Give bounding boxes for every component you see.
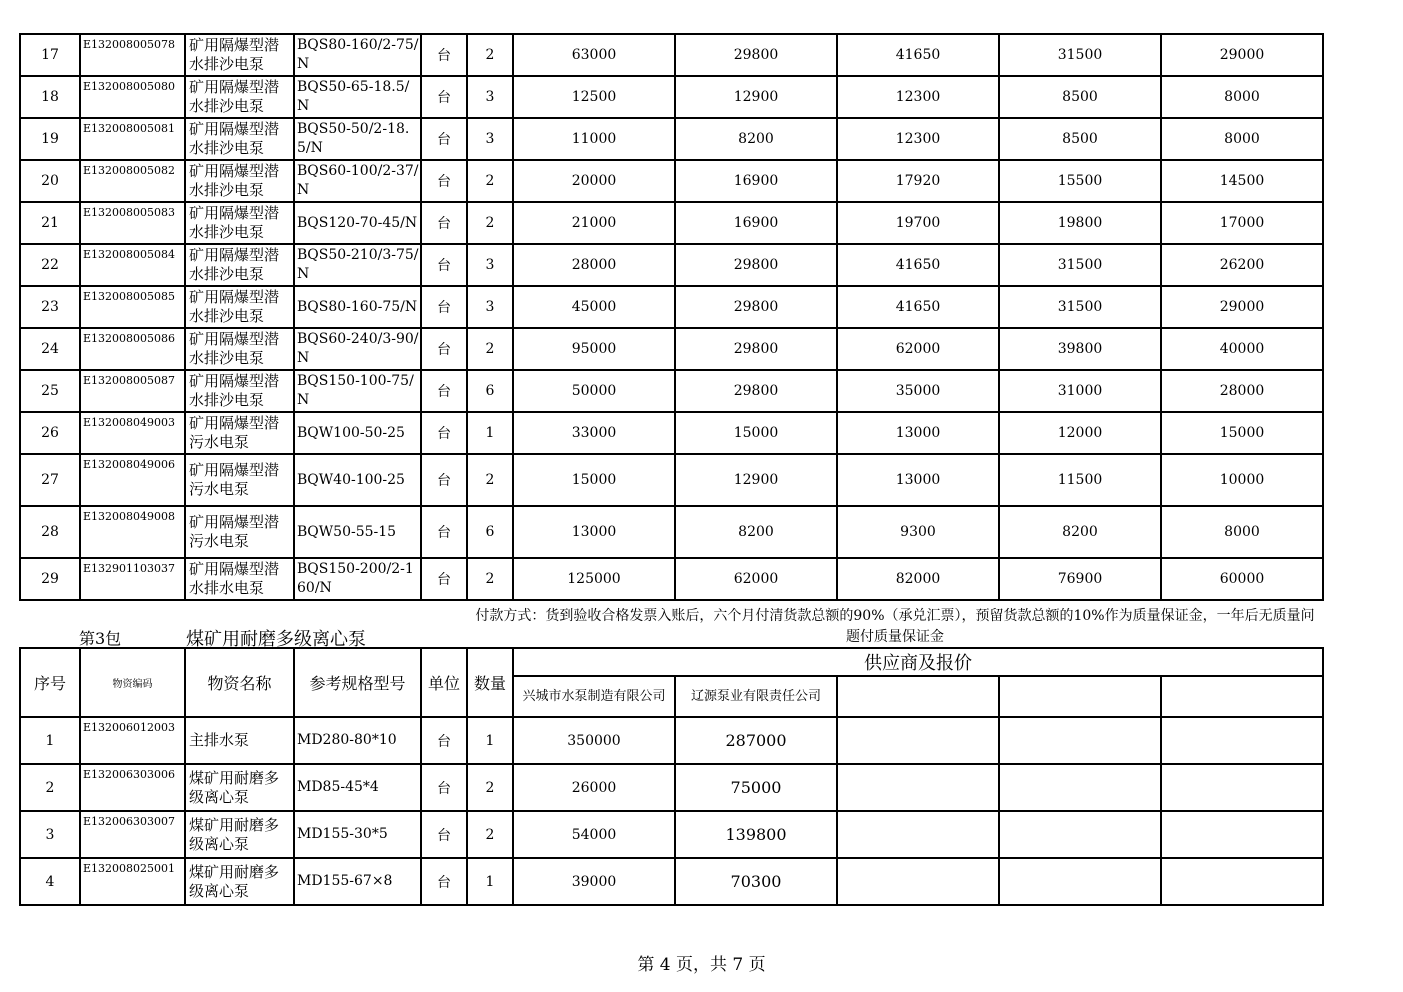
row-price-3 (837, 717, 999, 764)
row-price-2: 12900 (675, 76, 837, 118)
row-price-4: 8500 (999, 76, 1161, 118)
header-qty: 数量 (467, 648, 513, 717)
row-unit: 台 (421, 764, 467, 811)
row-unit: 台 (421, 76, 467, 118)
row-unit: 台 (421, 34, 467, 76)
header-unit: 单位 (421, 648, 467, 717)
row-spec: BQS50-65-18.5/N (294, 76, 421, 118)
row-price-2: 287000 (675, 717, 837, 764)
row-price-1: 350000 (513, 717, 675, 764)
row-price-4: 31500 (999, 34, 1161, 76)
header-code: 物资编码 (80, 648, 185, 717)
row-name: 煤矿用耐磨多级离心泵 (185, 858, 294, 905)
row-no: 26 (20, 412, 80, 454)
row-price-4: 12000 (999, 412, 1161, 454)
row-qty: 2 (467, 160, 513, 202)
row-price-4 (999, 764, 1161, 811)
row-spec: MD280-80*10 (294, 717, 421, 764)
row-qty: 3 (467, 118, 513, 160)
row-no: 27 (20, 454, 80, 506)
row-qty: 2 (467, 558, 513, 600)
row-price-3: 41650 (837, 244, 999, 286)
row-price-4: 76900 (999, 558, 1161, 600)
row-price-1: 125000 (513, 558, 675, 600)
row-spec: BQS60-100/2-37/N (294, 160, 421, 202)
row-unit: 台 (421, 858, 467, 905)
row-price-1: 15000 (513, 454, 675, 506)
row-price-2: 29800 (675, 34, 837, 76)
row-unit: 台 (421, 328, 467, 370)
row-unit: 台 (421, 558, 467, 600)
row-unit: 台 (421, 370, 467, 412)
row-price-1: 63000 (513, 34, 675, 76)
table-row (20, 454, 1323, 506)
row-price-4: 15500 (999, 160, 1161, 202)
table-row (20, 370, 1323, 412)
row-no: 19 (20, 118, 80, 160)
row-price-4: 39800 (999, 328, 1161, 370)
row-price-2: 29800 (675, 286, 837, 328)
row-price-5: 14500 (1161, 160, 1323, 202)
row-price-4: 31500 (999, 286, 1161, 328)
row-code: E132008005080 (80, 76, 185, 118)
row-price-4: 31500 (999, 244, 1161, 286)
row-price-4: 11500 (999, 454, 1161, 506)
row-name: 矿用隔爆型潜水排沙电泵 (185, 160, 294, 202)
row-price-5: 8000 (1161, 118, 1323, 160)
table-row (20, 286, 1323, 328)
row-price-5: 8000 (1161, 76, 1323, 118)
row-price-2: 16900 (675, 160, 837, 202)
table-row (20, 858, 1323, 905)
row-spec: BQW100-50-25 (294, 412, 421, 454)
row-price-1: 26000 (513, 764, 675, 811)
row-no: 20 (20, 160, 80, 202)
row-no: 28 (20, 506, 80, 558)
row-price-3: 19700 (837, 202, 999, 244)
row-name: 煤矿用耐磨多级离心泵 (185, 811, 294, 858)
row-unit: 台 (421, 118, 467, 160)
row-price-3: 82000 (837, 558, 999, 600)
row-price-5: 26200 (1161, 244, 1323, 286)
header-name: 物资名称 (185, 648, 294, 717)
row-name: 矿用隔爆型潜水排沙电泵 (185, 244, 294, 286)
row-price-1: 95000 (513, 328, 675, 370)
row-spec: BQW50-55-15 (294, 506, 421, 558)
row-qty: 2 (467, 328, 513, 370)
row-code: E132008005085 (80, 286, 185, 328)
row-price-1: 54000 (513, 811, 675, 858)
row-unit: 台 (421, 244, 467, 286)
row-price-5: 29000 (1161, 286, 1323, 328)
row-price-1: 11000 (513, 118, 675, 160)
row-qty: 3 (467, 76, 513, 118)
row-spec: BQS60-240/3-90/N (294, 328, 421, 370)
row-price-4: 31000 (999, 370, 1161, 412)
row-qty: 3 (467, 286, 513, 328)
table-row (20, 506, 1323, 558)
row-no: 23 (20, 286, 80, 328)
row-price-1: 50000 (513, 370, 675, 412)
row-price-2: 139800 (675, 811, 837, 858)
row-no: 1 (20, 717, 80, 764)
table-row (20, 34, 1323, 76)
row-spec: BQS50-210/3-75/N (294, 244, 421, 286)
row-price-5 (1161, 811, 1323, 858)
row-qty: 2 (467, 454, 513, 506)
row-spec: BQS150-200/2-160/N (294, 558, 421, 600)
table-row (20, 811, 1323, 858)
table-row (20, 328, 1323, 370)
package3-table (19, 647, 1324, 906)
page-footer: 第 4 页，共 7 页 (637, 955, 766, 975)
table-row (20, 764, 1323, 811)
table-row (20, 412, 1323, 454)
row-spec: BQS50-50/2-18.5/N (294, 118, 421, 160)
row-spec: MD155-67×8 (294, 858, 421, 905)
table-row (20, 558, 1323, 600)
row-name: 矿用隔爆型潜水排沙电泵 (185, 286, 294, 328)
row-code: E132008005087 (80, 370, 185, 412)
row-name: 矿用隔爆型潜污水电泵 (185, 412, 294, 454)
row-price-3: 12300 (837, 118, 999, 160)
row-qty: 2 (467, 34, 513, 76)
payment-terms-note: 付款方式：货到验收合格发票入账后，六个月付清货款总额的90%（承兑汇票），预留货款总额的10%作为质量保证金，一年后无质量问题付质量保证金 (475, 608, 1315, 645)
row-price-4 (999, 717, 1161, 764)
header-supplier-3 (837, 676, 999, 717)
row-price-1: 12500 (513, 76, 675, 118)
header-suppliers-group: 供应商及报价 (513, 648, 1323, 676)
header-supplier-4 (999, 676, 1161, 717)
row-price-5: 60000 (1161, 558, 1323, 600)
row-price-2: 70300 (675, 858, 837, 905)
row-price-2: 8200 (675, 506, 837, 558)
row-code: E132006303007 (80, 811, 185, 858)
row-code: E132901103037 (80, 558, 185, 600)
row-price-3: 9300 (837, 506, 999, 558)
row-name: 矿用隔爆型潜污水电泵 (185, 454, 294, 506)
row-no: 2 (20, 764, 80, 811)
row-no: 29 (20, 558, 80, 600)
row-price-3: 41650 (837, 34, 999, 76)
row-spec: BQS80-160-75/N (294, 286, 421, 328)
row-no: 24 (20, 328, 80, 370)
header-spec: 参考规格型号 (294, 648, 421, 717)
row-no: 17 (20, 34, 80, 76)
row-price-3 (837, 858, 999, 905)
row-price-4 (999, 858, 1161, 905)
row-name: 矿用隔爆型潜水排沙电泵 (185, 34, 294, 76)
row-qty: 1 (467, 858, 513, 905)
row-code: E132008005078 (80, 34, 185, 76)
row-unit: 台 (421, 717, 467, 764)
row-name: 矿用隔爆型潜水排沙电泵 (185, 118, 294, 160)
row-code: E132008005084 (80, 244, 185, 286)
row-price-1: 21000 (513, 202, 675, 244)
row-spec: MD85-45*4 (294, 764, 421, 811)
row-price-1: 33000 (513, 412, 675, 454)
row-code: E132008025001 (80, 858, 185, 905)
row-code: E132006303006 (80, 764, 185, 811)
row-code: E132006012003 (80, 717, 185, 764)
row-code: E132008005086 (80, 328, 185, 370)
table-row (20, 717, 1323, 764)
package2-continued-table (19, 33, 1324, 601)
row-price-2: 12900 (675, 454, 837, 506)
row-price-5: 10000 (1161, 454, 1323, 506)
header-no: 序号 (20, 648, 80, 717)
row-price-5 (1161, 858, 1323, 905)
row-price-5: 8000 (1161, 506, 1323, 558)
row-price-2: 29800 (675, 370, 837, 412)
row-price-4: 19800 (999, 202, 1161, 244)
row-price-5 (1161, 764, 1323, 811)
row-spec: BQS80-160/2-75/N (294, 34, 421, 76)
row-code: E132008005081 (80, 118, 185, 160)
row-price-2: 62000 (675, 558, 837, 600)
row-price-3: 12300 (837, 76, 999, 118)
row-no: 21 (20, 202, 80, 244)
row-price-5 (1161, 717, 1323, 764)
row-name: 矿用隔爆型潜水排沙电泵 (185, 328, 294, 370)
row-spec: BQW40-100-25 (294, 454, 421, 506)
row-price-3: 13000 (837, 454, 999, 506)
row-price-5: 28000 (1161, 370, 1323, 412)
row-price-3: 17920 (837, 160, 999, 202)
row-unit: 台 (421, 506, 467, 558)
package-title: 煤矿用耐磨多级离心泵 (186, 629, 366, 650)
row-price-3 (837, 811, 999, 858)
row-price-3 (837, 764, 999, 811)
row-price-2: 15000 (675, 412, 837, 454)
row-price-3: 35000 (837, 370, 999, 412)
row-price-2: 16900 (675, 202, 837, 244)
row-unit: 台 (421, 286, 467, 328)
row-no: 22 (20, 244, 80, 286)
row-qty: 2 (467, 764, 513, 811)
row-qty: 2 (467, 202, 513, 244)
row-spec: MD155-30*5 (294, 811, 421, 858)
row-spec: BQS150-100-75/N (294, 370, 421, 412)
row-price-1: 20000 (513, 160, 675, 202)
row-qty: 1 (467, 412, 513, 454)
row-name: 矿用隔爆型潜水排沙电泵 (185, 202, 294, 244)
row-price-1: 28000 (513, 244, 675, 286)
table-row (20, 118, 1323, 160)
row-price-5: 15000 (1161, 412, 1323, 454)
row-code: E132008049003 (80, 412, 185, 454)
row-price-5: 17000 (1161, 202, 1323, 244)
row-spec: BQS120-70-45/N (294, 202, 421, 244)
row-price-4: 8500 (999, 118, 1161, 160)
row-qty: 6 (467, 370, 513, 412)
table-row (20, 244, 1323, 286)
table-row (20, 76, 1323, 118)
header-supplier-1: 兴城市水泵制造有限公司 (513, 676, 675, 717)
row-no: 25 (20, 370, 80, 412)
row-price-4: 8200 (999, 506, 1161, 558)
row-no: 18 (20, 76, 80, 118)
row-price-2: 8200 (675, 118, 837, 160)
row-qty: 6 (467, 506, 513, 558)
row-price-1: 39000 (513, 858, 675, 905)
row-code: E132008005083 (80, 202, 185, 244)
row-name: 矿用隔爆型潜水排沙电泵 (185, 76, 294, 118)
row-name: 矿用隔爆型潜水排水电泵 (185, 558, 294, 600)
row-name: 主排水泵 (185, 717, 294, 764)
row-qty: 1 (467, 717, 513, 764)
header-supplier-2: 辽源泵业有限责任公司 (675, 676, 837, 717)
row-price-2: 29800 (675, 244, 837, 286)
row-unit: 台 (421, 811, 467, 858)
row-price-3: 62000 (837, 328, 999, 370)
row-price-1: 45000 (513, 286, 675, 328)
table-row (20, 202, 1323, 244)
row-qty: 2 (467, 811, 513, 858)
row-price-5: 29000 (1161, 34, 1323, 76)
row-price-1: 13000 (513, 506, 675, 558)
row-name: 煤矿用耐磨多级离心泵 (185, 764, 294, 811)
row-code: E132008005082 (80, 160, 185, 202)
row-unit: 台 (421, 454, 467, 506)
package-label: 第3包 (79, 629, 122, 648)
row-unit: 台 (421, 160, 467, 202)
table-row (20, 160, 1323, 202)
row-price-4 (999, 811, 1161, 858)
row-unit: 台 (421, 412, 467, 454)
row-unit: 台 (421, 202, 467, 244)
header-supplier-5 (1161, 676, 1323, 717)
row-qty: 3 (467, 244, 513, 286)
row-name: 矿用隔爆型潜污水电泵 (185, 506, 294, 558)
row-price-2: 75000 (675, 764, 837, 811)
row-price-5: 40000 (1161, 328, 1323, 370)
row-code: E132008049006 (80, 454, 185, 506)
row-code: E132008049008 (80, 506, 185, 558)
row-name: 矿用隔爆型潜水排沙电泵 (185, 370, 294, 412)
row-no: 4 (20, 858, 80, 905)
row-no: 3 (20, 811, 80, 858)
row-price-2: 29800 (675, 328, 837, 370)
row-price-3: 13000 (837, 412, 999, 454)
row-price-3: 41650 (837, 286, 999, 328)
